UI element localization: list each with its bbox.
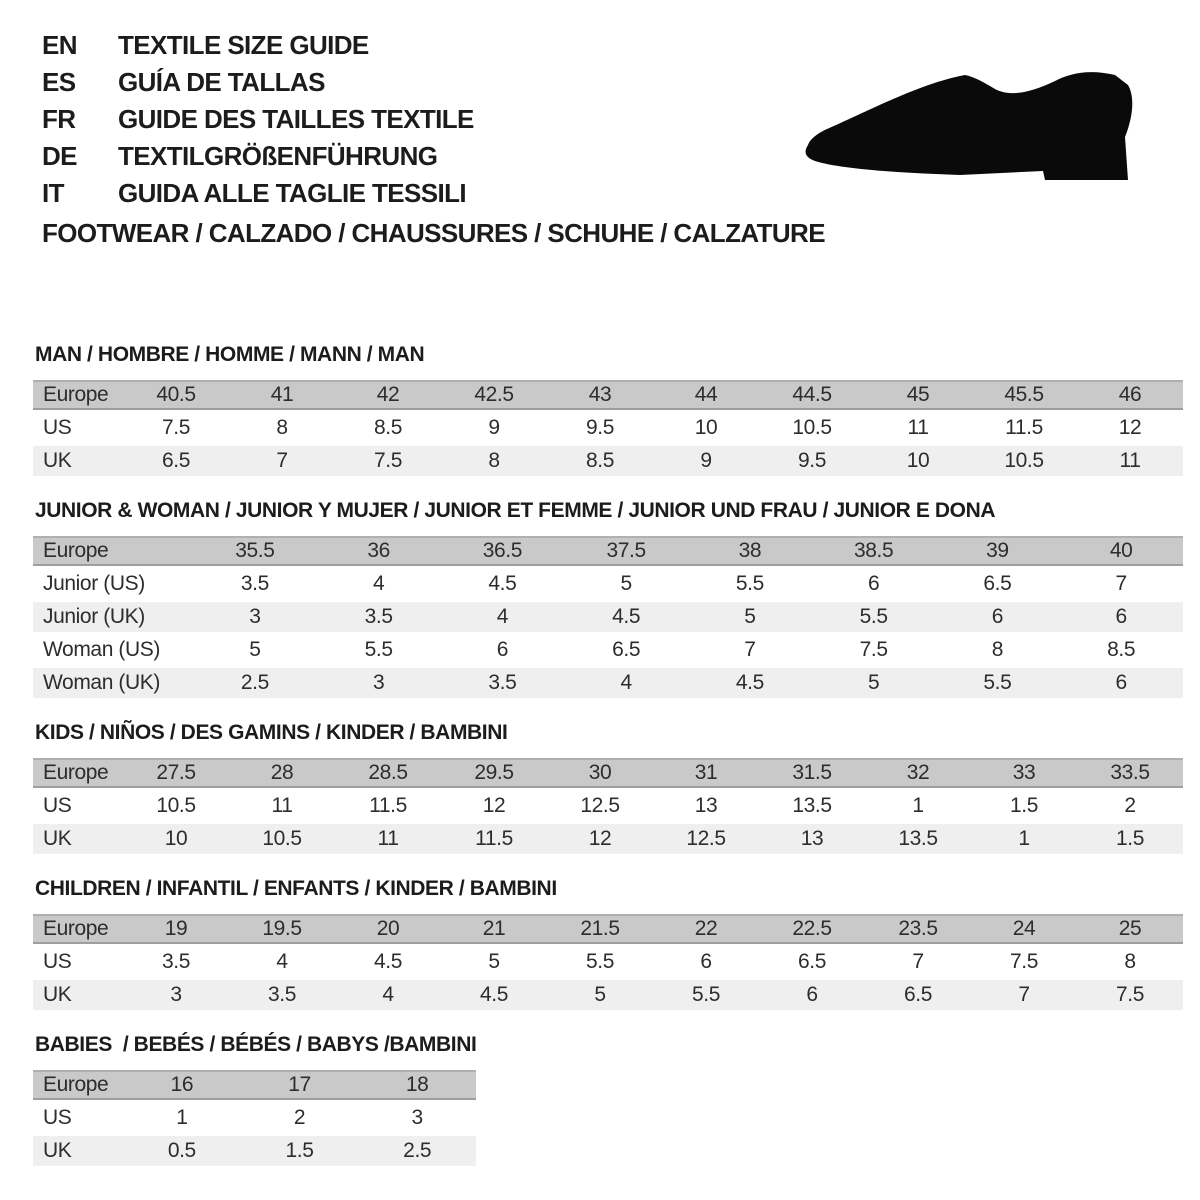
size-cell: 21 <box>482 917 506 940</box>
size-cell: 12 <box>588 827 612 850</box>
size-cell: 3.5 <box>268 983 296 1006</box>
size-cell: 12.5 <box>686 827 726 850</box>
language-title: TEXTILGRÖßENFÜHRUNG <box>118 141 438 171</box>
size-table <box>33 1070 476 1166</box>
row-label: Europe <box>43 1073 109 1096</box>
row-label: UK <box>43 983 72 1006</box>
size-cell: 0.5 <box>167 1139 196 1162</box>
table-row <box>33 824 1183 854</box>
size-cell: 13.5 <box>792 794 832 817</box>
size-cell: 1 <box>1018 827 1030 850</box>
size-cell: 10 <box>906 449 930 472</box>
size-cell: 6 <box>1115 605 1127 628</box>
category-heading: FOOTWEAR / CALZADO / CHAUSSURES / SCHUHE / CALZATURE <box>42 218 825 248</box>
size-cell: 8 <box>488 449 500 472</box>
shoe-icon <box>800 66 1145 188</box>
size-cell: 18 <box>405 1073 429 1096</box>
size-cell: 8.5 <box>1107 638 1136 661</box>
size-cell: 24 <box>1012 917 1036 940</box>
size-cell: 6.5 <box>612 638 641 661</box>
size-cell: 12 <box>1118 416 1142 439</box>
language-row <box>42 27 474 64</box>
size-cell: 45 <box>906 383 930 406</box>
size-cell: 3.5 <box>240 572 269 595</box>
row-label: Woman (UK) <box>43 671 160 694</box>
size-cell: 27.5 <box>156 761 196 784</box>
section-title: BABIES / BEBÉS / BÉBÉS / BABYS /BAMBINI <box>35 1033 477 1056</box>
table-row <box>33 758 1183 788</box>
size-cell: 42 <box>376 383 400 406</box>
size-cell: 8 <box>276 416 288 439</box>
language-row <box>42 138 474 175</box>
size-cell: 36.5 <box>482 539 523 562</box>
size-cell: 19 <box>164 917 188 940</box>
size-cell: 11 <box>907 416 929 439</box>
table-row <box>33 1070 476 1100</box>
size-cell: 6 <box>700 950 712 973</box>
size-cell: 4.5 <box>612 605 641 628</box>
row-label: UK <box>43 449 72 472</box>
row-label: US <box>43 950 72 973</box>
size-cell: 35.5 <box>235 539 275 562</box>
row-label: US <box>43 794 72 817</box>
size-cell: 17 <box>288 1073 311 1096</box>
size-cell: 9 <box>488 416 500 439</box>
row-label: Europe <box>43 539 109 562</box>
size-cell: 22.5 <box>792 917 832 940</box>
size-table <box>33 536 1183 698</box>
language-code: ES <box>42 67 76 97</box>
size-cell: 5.5 <box>983 671 1012 694</box>
size-cell: 8 <box>991 638 1004 661</box>
size-cell: 19.5 <box>262 917 302 940</box>
table-row <box>33 413 1183 443</box>
size-cell: 6.5 <box>798 950 826 973</box>
size-cell: 12 <box>482 794 506 817</box>
size-cell: 7 <box>912 950 924 973</box>
size-cell: 7.5 <box>374 449 402 472</box>
size-cell: 39 <box>986 539 1009 562</box>
language-title: GUÍA DE TALLAS <box>118 67 325 97</box>
size-cell: 13 <box>800 827 824 850</box>
size-cell: 11 <box>377 827 399 850</box>
size-cell: 4.5 <box>735 671 764 694</box>
size-cell: 9 <box>700 449 712 472</box>
size-cell: 5.5 <box>859 605 888 628</box>
size-cell: 3 <box>411 1106 423 1129</box>
size-cell: 22 <box>694 917 718 940</box>
size-cell: 6.5 <box>162 449 190 472</box>
size-cell: 1.5 <box>1010 794 1038 817</box>
size-cell: 20 <box>376 917 400 940</box>
size-cell: 4 <box>372 572 385 595</box>
table-row <box>33 446 1183 476</box>
table-row <box>33 791 1183 821</box>
size-cell: 5.5 <box>735 572 764 595</box>
size-cell: 5.5 <box>586 950 614 973</box>
section-title: KIDS / NIÑOS / DES GAMINS / KINDER / BAMBINI <box>35 721 508 744</box>
size-cell: 4 <box>496 605 509 628</box>
size-cell: 7.5 <box>1010 950 1038 973</box>
size-cell: 8.5 <box>586 449 614 472</box>
size-cell: 10.5 <box>262 827 302 850</box>
size-cell: 3 <box>170 983 182 1006</box>
size-cell: 5 <box>488 950 500 973</box>
language-code: EN <box>42 30 77 60</box>
size-cell: 36 <box>367 539 390 562</box>
size-cell: 13.5 <box>898 827 938 850</box>
size-cell: 10.5 <box>1004 449 1044 472</box>
size-cell: 13 <box>694 794 718 817</box>
table-row <box>33 980 1183 1010</box>
size-cell: 4.5 <box>488 572 517 595</box>
size-cell: 11.5 <box>475 827 513 850</box>
row-label: UK <box>43 1139 72 1162</box>
size-cell: 5.5 <box>364 638 393 661</box>
size-table <box>33 380 1183 476</box>
size-tables <box>33 344 1183 1169</box>
size-table-section <box>33 500 1183 698</box>
size-cell: 28.5 <box>368 761 408 784</box>
size-cell: 10 <box>694 416 718 439</box>
size-cell: 5 <box>594 983 606 1006</box>
size-cell: 3 <box>372 671 385 694</box>
size-cell: 3 <box>249 605 261 628</box>
size-cell: 6.5 <box>983 572 1012 595</box>
size-cell: 37.5 <box>606 539 646 562</box>
size-cell: 10.5 <box>156 794 196 817</box>
language-title: GUIDE DES TAILLES TEXTILE <box>118 104 474 134</box>
size-cell: 44 <box>694 383 718 406</box>
dress-shoe-silhouette <box>800 66 1145 188</box>
size-cell: 3.5 <box>488 671 517 694</box>
size-cell: 43 <box>588 383 612 406</box>
size-cell: 2.5 <box>403 1139 432 1162</box>
size-cell: 9.5 <box>798 449 826 472</box>
size-cell: 4 <box>276 950 288 973</box>
size-cell: 1.5 <box>1116 827 1144 850</box>
row-label: Woman (US) <box>43 638 160 661</box>
size-cell: 6 <box>867 572 880 595</box>
table-row <box>33 635 1183 665</box>
size-cell: 6.5 <box>904 983 932 1006</box>
size-cell: 7 <box>276 449 288 472</box>
size-cell: 7 <box>1115 572 1127 595</box>
size-cell: 11 <box>271 794 293 817</box>
size-cell: 10 <box>164 827 188 850</box>
size-cell: 32 <box>906 761 930 784</box>
size-cell: 4.5 <box>374 950 402 973</box>
size-cell: 41 <box>270 383 294 406</box>
size-cell: 7.5 <box>859 638 888 661</box>
size-cell: 31 <box>694 761 718 784</box>
size-cell: 30 <box>588 761 612 784</box>
size-cell: 3.5 <box>364 605 393 628</box>
size-cell: 38 <box>738 539 762 562</box>
table-row <box>33 668 1183 698</box>
row-label: UK <box>43 827 72 850</box>
size-cell: 8.5 <box>374 416 402 439</box>
size-table-section <box>33 878 1183 1010</box>
language-row <box>42 175 474 212</box>
section-title: CHILDREN / INFANTIL / ENFANTS / KINDER / BAMBINI <box>35 877 557 900</box>
size-cell: 8 <box>1124 950 1136 973</box>
section-title: JUNIOR & WOMAN / JUNIOR Y MUJER / JUNIOR ET FEMME / JUNIOR UND FRAU / JUNIOR E DONA <box>35 499 996 522</box>
size-cell: 4.5 <box>480 983 508 1006</box>
table-row <box>33 914 1183 944</box>
size-table-section <box>33 344 1183 476</box>
size-cell: 21.5 <box>580 917 620 940</box>
size-cell: 4 <box>382 983 394 1006</box>
size-cell: 2 <box>1124 794 1136 817</box>
language-row <box>42 101 474 138</box>
language-code: FR <box>42 104 76 134</box>
size-cell: 44.5 <box>792 383 832 406</box>
size-cell: 40.5 <box>156 383 196 406</box>
table-row <box>33 1136 476 1166</box>
size-cell: 5 <box>867 671 880 694</box>
size-cell: 2 <box>293 1106 306 1129</box>
row-label: Junior (UK) <box>43 605 145 628</box>
row-label: US <box>43 1106 72 1129</box>
size-cell: 5.5 <box>692 983 720 1006</box>
row-label: Europe <box>43 917 109 940</box>
language-row <box>42 64 474 101</box>
size-table <box>33 758 1183 854</box>
table-row <box>33 1103 476 1133</box>
size-cell: 6 <box>1115 671 1127 694</box>
size-cell: 25 <box>1118 917 1142 940</box>
size-cell: 33 <box>1012 761 1036 784</box>
row-label: Europe <box>43 761 109 784</box>
size-cell: 5 <box>744 605 756 628</box>
size-cell: 33.5 <box>1110 761 1150 784</box>
language-title-list <box>42 27 474 212</box>
size-cell: 4 <box>620 671 632 694</box>
size-cell: 1 <box>912 794 924 817</box>
row-label: Europe <box>43 383 109 406</box>
table-row <box>33 947 1183 977</box>
size-cell: 5 <box>249 638 261 661</box>
size-cell: 42.5 <box>474 383 514 406</box>
size-cell: 10.5 <box>792 416 832 439</box>
size-table-section <box>33 722 1183 854</box>
language-code: IT <box>42 178 64 208</box>
size-cell: 11 <box>1119 449 1141 472</box>
row-label: US <box>43 416 72 439</box>
table-row <box>33 380 1183 410</box>
size-table <box>33 914 1183 1010</box>
language-code: DE <box>42 141 77 171</box>
size-cell: 28 <box>270 761 294 784</box>
language-title: TEXTILE SIZE GUIDE <box>118 30 369 60</box>
size-cell: 12.5 <box>580 794 620 817</box>
size-cell: 11.5 <box>369 794 407 817</box>
size-cell: 7 <box>744 638 756 661</box>
size-table-section <box>33 1034 476 1166</box>
size-cell: 46 <box>1118 383 1142 406</box>
size-cell: 6 <box>806 983 818 1006</box>
section-title: MAN / HOMBRE / HOMME / MANN / MAN <box>35 343 425 366</box>
size-cell: 11.5 <box>1005 416 1043 439</box>
table-row <box>33 536 1183 566</box>
size-cell: 2.5 <box>240 671 269 694</box>
size-cell: 38.5 <box>853 539 894 562</box>
size-cell: 16 <box>170 1073 194 1096</box>
size-cell: 5 <box>620 572 632 595</box>
size-cell: 7 <box>1018 983 1030 1006</box>
size-cell: 7.5 <box>1116 983 1144 1006</box>
size-cell: 1 <box>176 1106 188 1129</box>
size-cell: 6 <box>991 605 1004 628</box>
size-cell: 40 <box>1109 539 1133 562</box>
size-cell: 7.5 <box>162 416 190 439</box>
size-cell: 6 <box>496 638 509 661</box>
size-cell: 9.5 <box>586 416 614 439</box>
table-row <box>33 569 1183 599</box>
size-cell: 3.5 <box>162 950 190 973</box>
row-label: Junior (US) <box>43 572 145 595</box>
size-cell: 45.5 <box>1004 383 1044 406</box>
language-title: GUIDA ALLE TAGLIE TESSILI <box>118 178 467 208</box>
size-cell: 23.5 <box>898 917 938 940</box>
size-cell: 29.5 <box>474 761 514 784</box>
table-row <box>33 602 1183 632</box>
size-cell: 31.5 <box>792 761 832 784</box>
size-cell: 1.5 <box>285 1139 314 1162</box>
